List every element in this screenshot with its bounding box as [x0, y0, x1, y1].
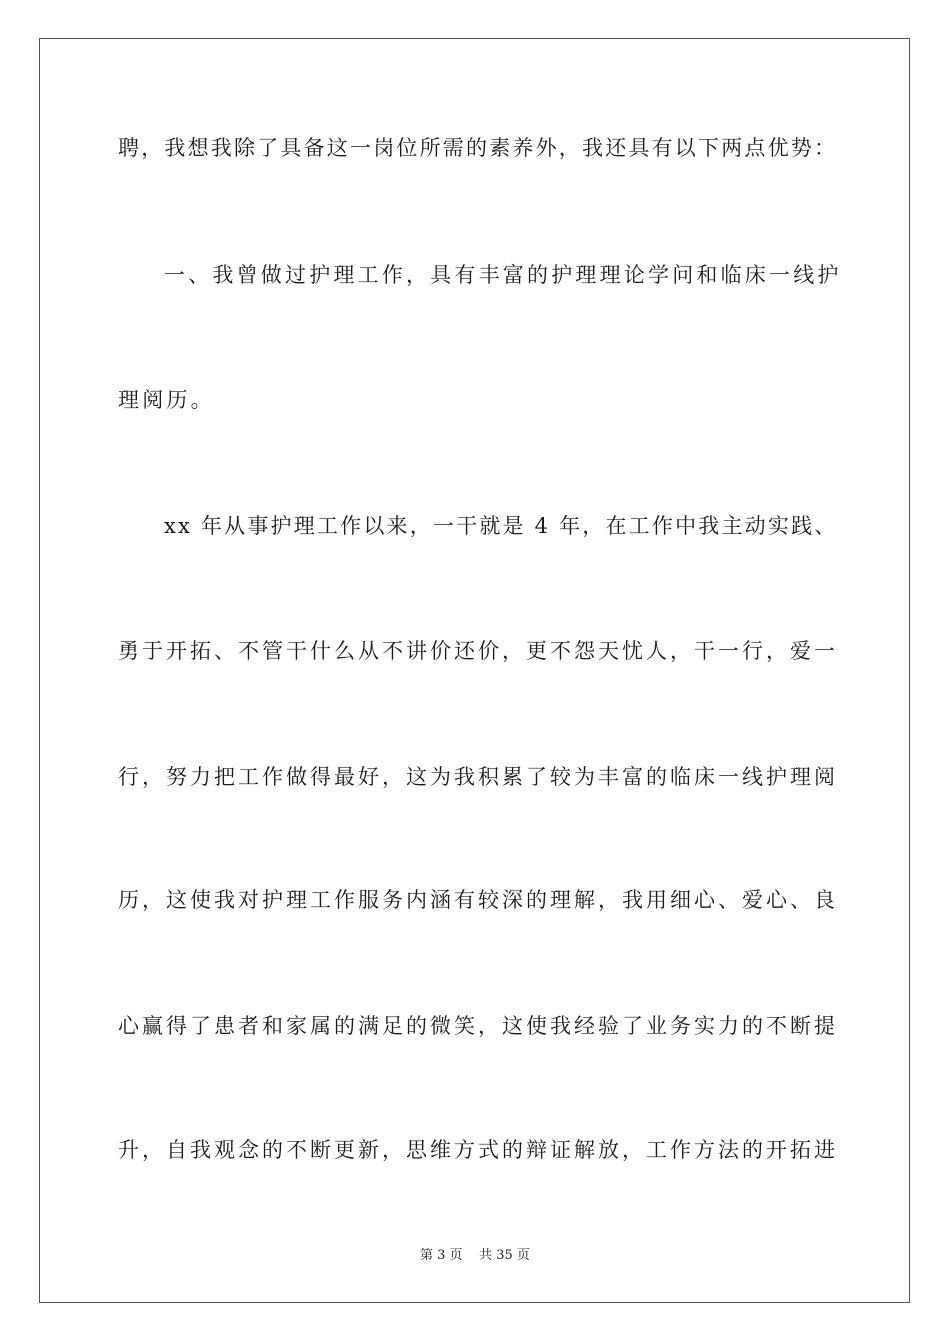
page-number: 第 3 页	[420, 1248, 463, 1263]
text-line-4: xx 年从事护理工作以来，一干就是 4 年，在工作中我主动实践、	[164, 514, 838, 538]
page-footer	[0, 1248, 950, 1264]
text-line-8: 心赢得了患者和家属的满足的微笑，这使我经验了业务实力的不断提	[118, 1014, 838, 1038]
text-line-1: 聘，我想我除了具备这一岗位所需的素养外，我还具有以下两点优势：	[118, 136, 838, 160]
text-line-6: 行，努力把工作做得最好，这为我积累了较为丰富的临床一线护理阅	[118, 765, 838, 789]
text-line-9: 升，自我观念的不断更新，思维方式的辩证解放，工作方法的开拓进	[118, 1138, 838, 1162]
text-line-7: 历，这使我对护理工作服务内涵有较深的理解，我用细心、爱心、良	[118, 888, 838, 912]
page-total: 共 35 页	[479, 1248, 530, 1263]
text-line-3: 理阅历。	[118, 388, 215, 412]
text-line-2: 一、我曾做过护理工作，具有丰富的护理理论学问和临床一线护	[164, 263, 842, 287]
page-frame	[39, 38, 910, 1303]
text-line-5: 勇于开拓、不管干什么从不讲价还价，更不怨天忧人，干一行，爱一	[118, 639, 838, 663]
